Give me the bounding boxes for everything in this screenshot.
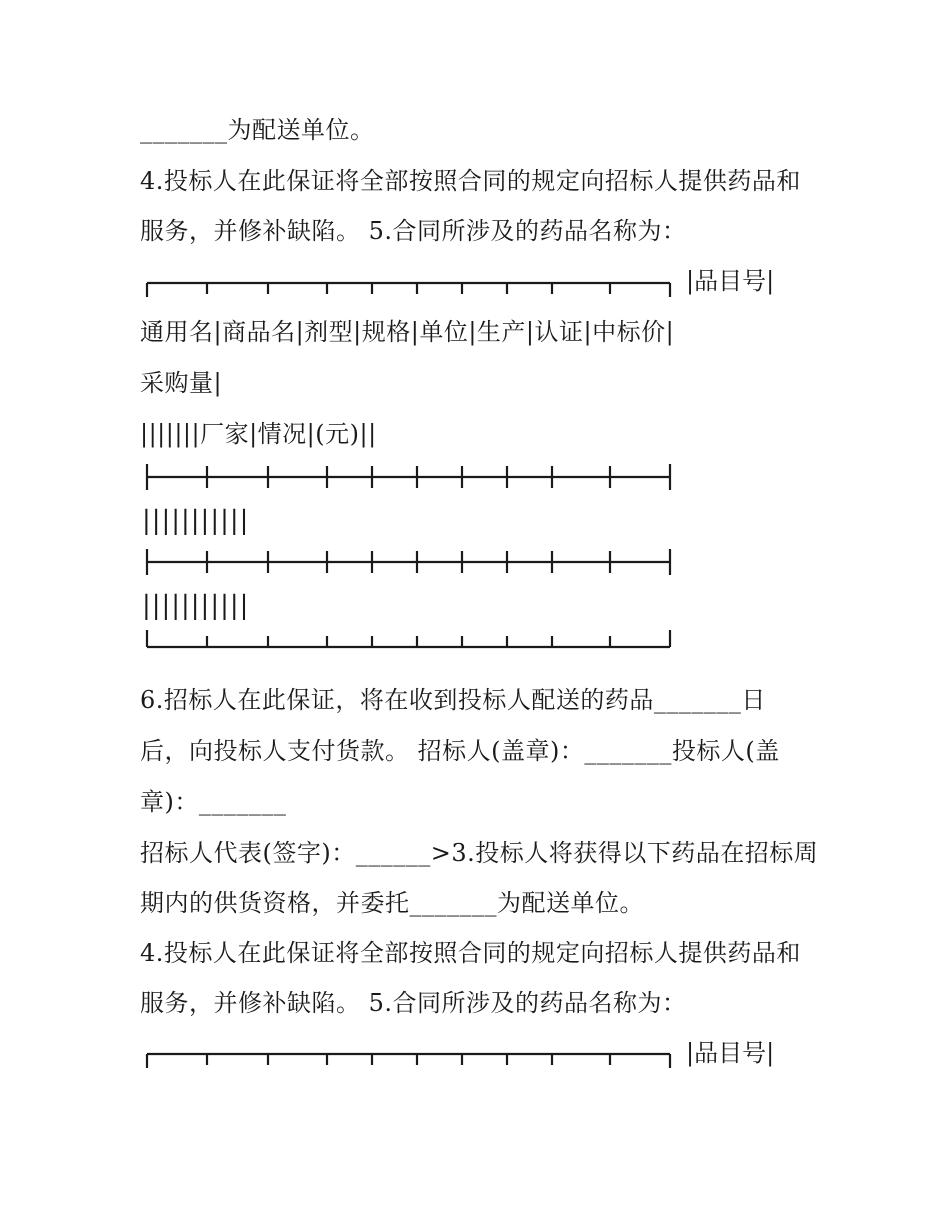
- text-line-payment: 后，向投标人支付货款。 招标人(盖章)：_______投标人(盖: [140, 737, 780, 765]
- table-header-row-1: 通用名|商品名|剂型|规格|单位|生产|认证|中标价|: [140, 318, 675, 346]
- text-line-clause-6: 6.招标人在此保证，将在收到投标人配送的药品_______日: [140, 686, 766, 714]
- text-line-seal: 章)：_______: [140, 788, 287, 816]
- text-line-clause-4: 4.投标人在此保证将全部按照合同的规定向招标人提供药品和: [140, 167, 801, 195]
- table-header-row-2: 采购量|: [140, 369, 223, 397]
- table-top-border: [140, 1051, 675, 1071]
- text-line-distribution-unit: _______为配送单位。: [140, 116, 375, 144]
- text-line-representative: 招标人代表(签字)：______>3.投标人将获得以下药品在招标周: [140, 839, 819, 867]
- table-bottom-border: [140, 628, 675, 650]
- table-top-border: [140, 280, 675, 300]
- text-line-supply-period: 期内的供货资格，并委托_______为配送单位。: [140, 889, 644, 917]
- table-header-item-number: |品目号|: [686, 267, 775, 295]
- text-line-clause-5-repeat: 服务，并修补缺陷。 5.合同所涉及的药品名称为：: [140, 989, 687, 1017]
- table-empty-row: |||||||||||: [142, 591, 250, 621]
- table-header-item-number: |品目号|: [686, 1039, 775, 1067]
- text-line-clause-5: 服务，并修补缺陷。 5.合同所涉及的药品名称为：: [140, 217, 687, 245]
- table-row-separator: [140, 547, 675, 577]
- text-line-clause-4-repeat: 4.投标人在此保证将全部按照合同的规定向招标人提供药品和: [140, 939, 801, 967]
- table-empty-row: |||||||||||: [142, 506, 250, 536]
- table-header-row-3: |||||||厂家|情况|(元)||: [140, 420, 377, 448]
- table-row-separator: [140, 462, 675, 492]
